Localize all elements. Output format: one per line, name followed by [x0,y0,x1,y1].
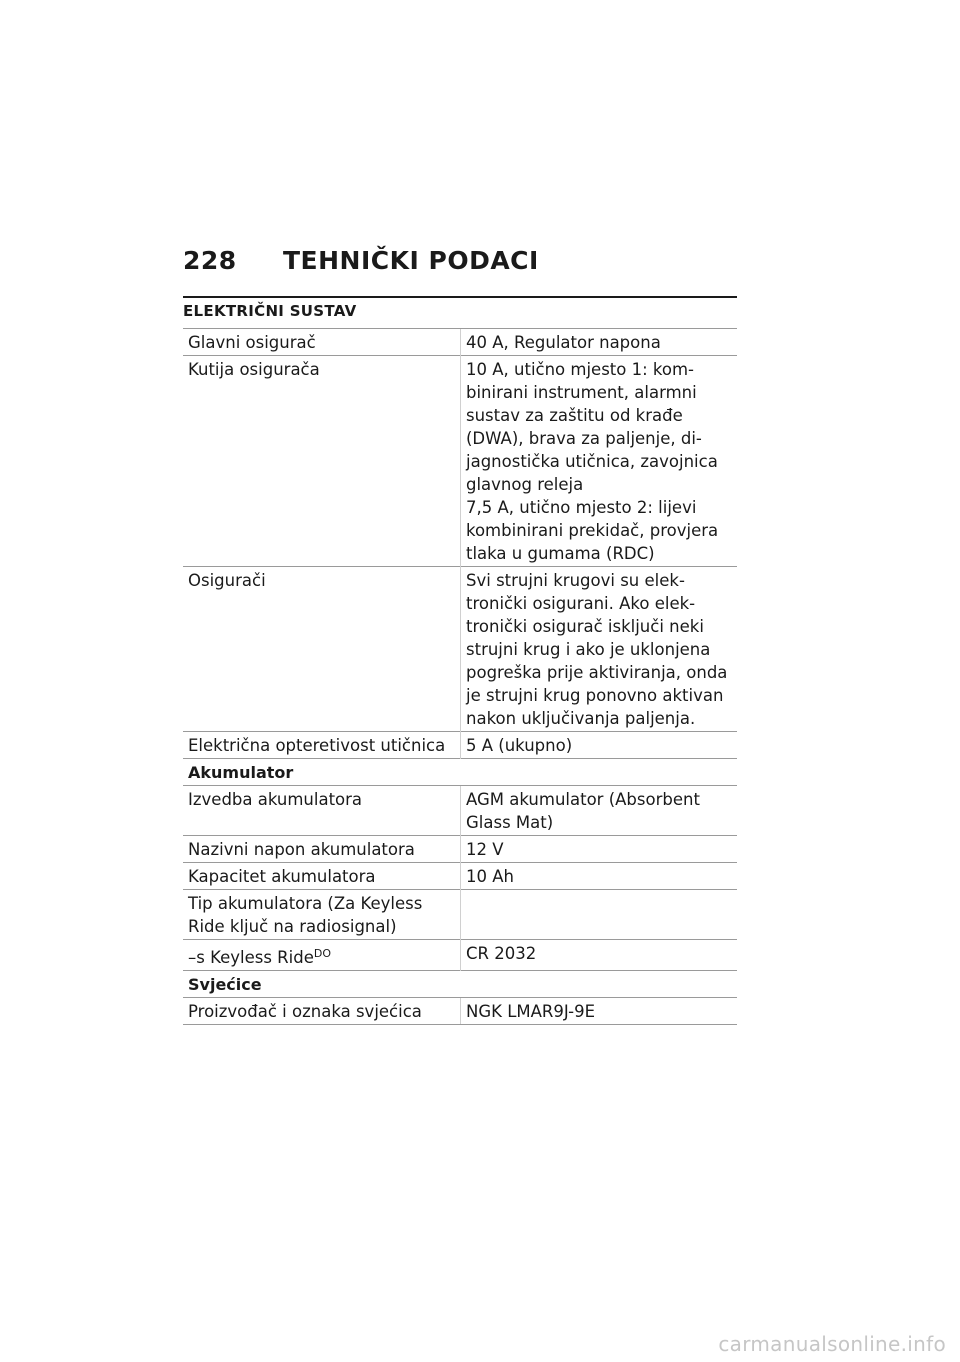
value-line: strujni krug i ako je uklonjena [466,640,711,659]
value-line: je strujni krug ponovno aktivan [466,686,724,705]
value-line: Glass Mat) [466,813,554,832]
value-line: binirani instrument, alarmni [466,383,697,402]
row-value: 10 Ah [461,863,738,890]
row-value: CR 2032 [461,940,738,971]
row-value [461,567,738,732]
row-label: Izvedba akumulatora [183,786,461,836]
watermark: carmanualsonline.info [718,1332,946,1356]
value-line: tronički osigurač isključi neki [466,617,704,636]
label-text: –s Keyless Ride [188,948,314,967]
row-value: NGK LMAR9J-9E [461,998,738,1025]
table-row [183,786,737,836]
value-line: glavnog releja [466,475,584,494]
label-line: Tip akumulatora (Za Keyless [188,894,423,913]
group-heading-battery [183,759,737,786]
page-number: 228 [183,246,237,275]
chapter-title: TEHNIČKI PODACI [283,246,539,275]
section-title: ELEKTRIČNI SUSTAV [183,296,737,320]
value-line: tlaka u gumama (RDC) [466,544,655,563]
table-row [183,567,737,732]
table-row [183,998,737,1025]
row-label: Glavni osigurač [183,329,461,356]
group-heading-spark-plugs [183,971,737,998]
value-line: tronički osigurani. Ako elek- [466,594,696,613]
value-line: pogreška prije aktiviranja, onda [466,663,728,682]
page-header [183,246,743,275]
value-line: AGM akumulator (Absorbent [466,790,700,809]
row-label: Proizvođač i oznaka svjećica [183,998,461,1025]
row-label: Osigurači [183,567,461,732]
row-label: Kutija osigurača [183,356,461,567]
table-row [183,356,737,567]
value-line: kombinirani prekidač, provjera [466,521,719,540]
table-row [183,836,737,863]
value-line: nakon uključivanja paljenja. [466,709,696,728]
row-label: Električna opteretivost utičnica [183,732,461,759]
row-label [183,940,461,971]
row-value [461,786,738,836]
group-label: Svjećice [183,971,737,998]
row-value: 12 V [461,836,738,863]
value-line: 7,5 A, utično mjesto 2: lijevi [466,498,697,517]
value-line: Svi strujni krugovi su elek- [466,571,685,590]
row-label [183,890,461,940]
row-value [461,890,738,940]
group-label: Akumulator [183,759,737,786]
label-line: Ride ključ na radiosignal) [188,917,397,936]
table-row [183,863,737,890]
row-value [461,356,738,567]
value-line: sustav za zaštitu od krađe [466,406,683,425]
table-row [183,732,737,759]
row-label: Kapacitet akumulatora [183,863,461,890]
row-value: 40 A, Regulator napona [461,329,738,356]
value-line: 10 A, utično mjesto 1: kom- [466,360,695,379]
table-row [183,940,737,971]
table-row [183,890,737,940]
value-line: jagnostička utičnica, zavojnica [466,452,718,471]
row-value: 5 A (ukupno) [461,732,738,759]
row-label: Nazivni napon akumulatora [183,836,461,863]
spec-table [183,328,737,1025]
footnote-mark: DO [313,947,331,960]
table-row [183,329,737,356]
value-line: (DWA), brava za paljenje, di- [466,429,702,448]
